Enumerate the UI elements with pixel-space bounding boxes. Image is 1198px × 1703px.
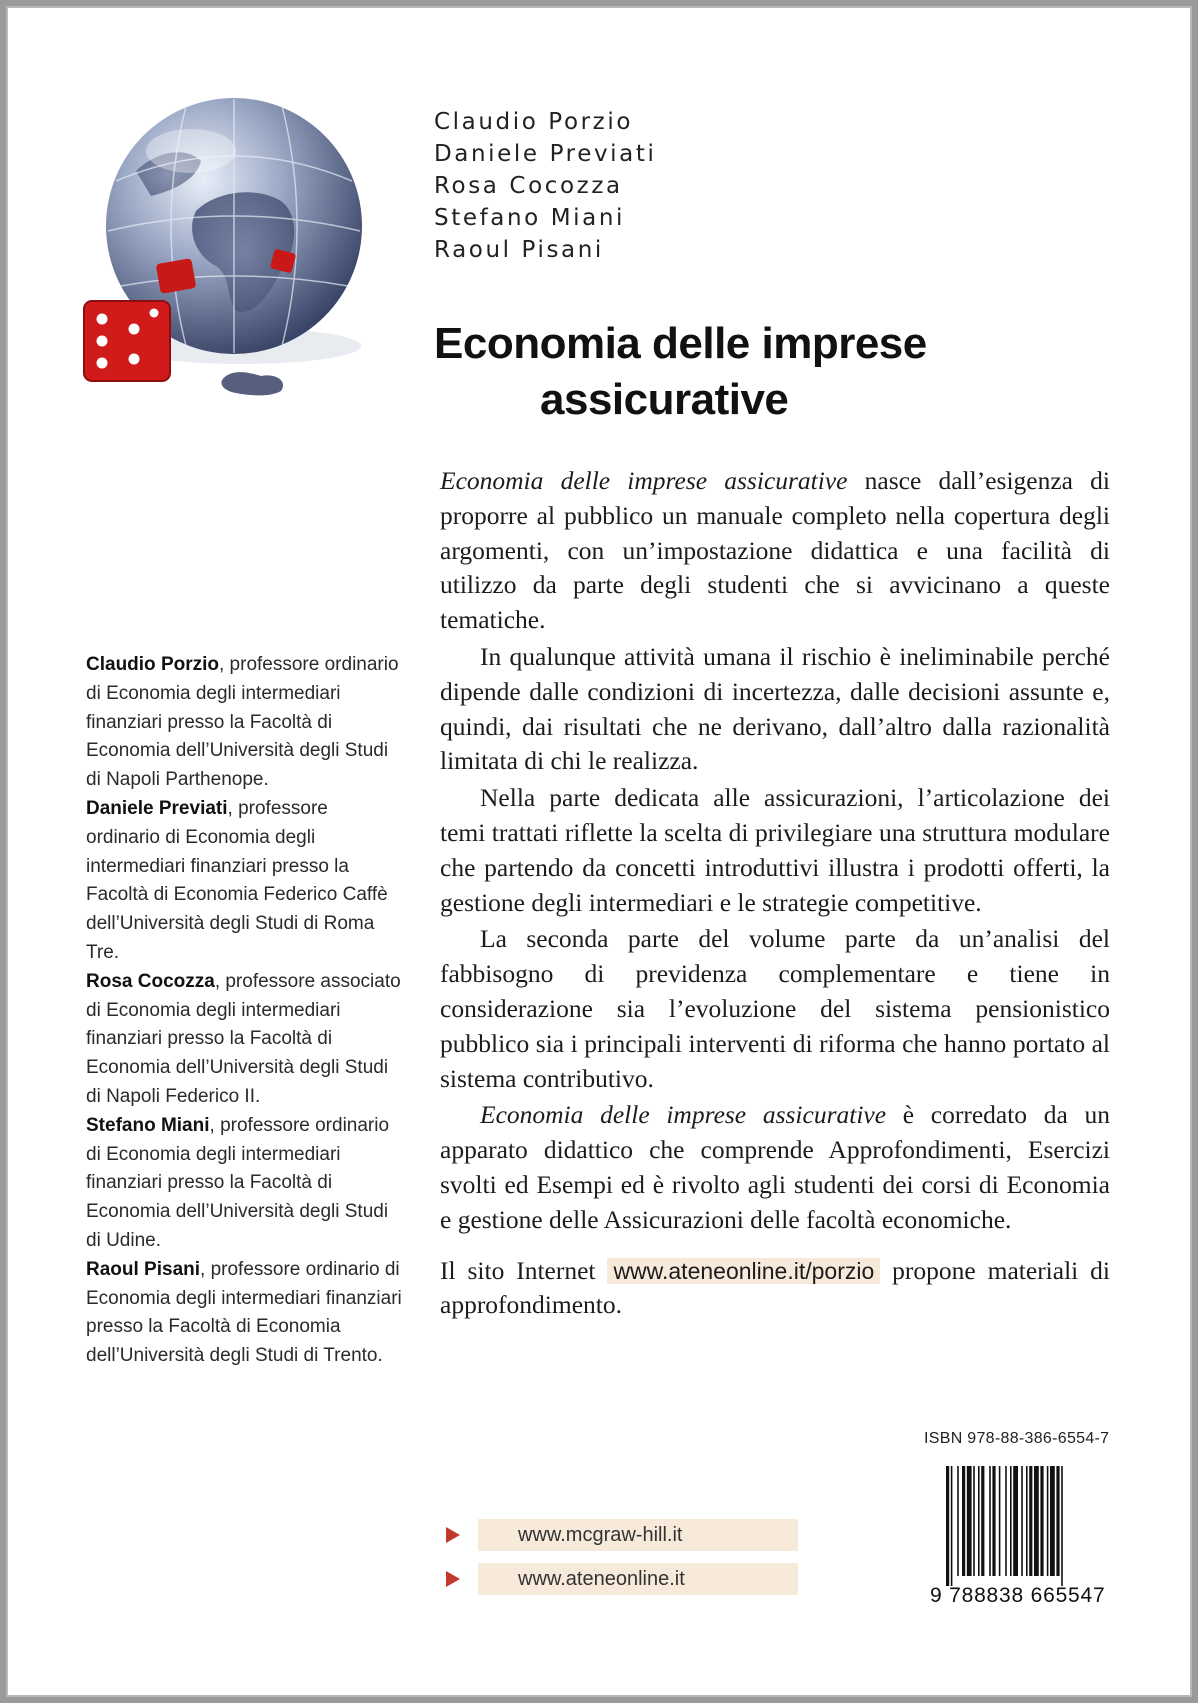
publisher-link-row: [446, 1562, 798, 1596]
back-cover: [6, 6, 1192, 1697]
barcode-bar: [999, 1466, 1001, 1576]
bio-text: , professore ordinario di Economia degli intermediari finanziari presso la Facoltà di Economia dell’Università degli Studi di Napoli Parthenope.: [86, 654, 399, 791]
mcgraw-hill-link[interactable]: www.mcgraw-hill.it: [478, 1519, 798, 1551]
publisher-link-row: [446, 1518, 798, 1552]
book-title-italic: Economia delle imprese assicurative: [480, 1100, 887, 1130]
description-paragraph: Nella parte dedicata alle assicurazioni, l’articolazione dei temi trattati riflette la scelta di privilegiare una struttura modulare che partendo da concetti introduttivi illustra i prodotti offerti, la gestione degli intermediari e le strategie competitive.: [440, 783, 1110, 917]
barcode-bar: [1047, 1466, 1049, 1576]
author-name: Daniele Previati: [434, 141, 657, 167]
barcode-bar: [1040, 1466, 1043, 1576]
author-name: Stefano Miani: [434, 205, 626, 231]
author-name: Claudio Porzio: [434, 109, 634, 135]
barcode-bar: [1010, 1466, 1012, 1576]
arrow-right-icon: [446, 1571, 460, 1587]
barcode-bar: [989, 1466, 991, 1576]
barcode-bar: [1026, 1466, 1028, 1576]
barcode-bar: [1013, 1466, 1018, 1576]
bio-name: Stefano Miani: [86, 1114, 210, 1136]
book-title: [434, 316, 1054, 428]
barcode-bar: [978, 1466, 980, 1576]
description: [440, 464, 1110, 1325]
author-bio: [86, 795, 406, 968]
barcode-bar: [1021, 1466, 1023, 1576]
barcode-bar: [973, 1466, 975, 1576]
description-paragraph: [440, 464, 1110, 638]
bio-text: , professore ordinario di Economia degli intermediari finanziari presso la Facoltà di Economia dell’Università degli Studi di Udine.: [86, 1114, 390, 1251]
arrow-right-icon: [446, 1527, 460, 1543]
globe-dice-illustration: [76, 91, 396, 441]
barcode-bar: [992, 1466, 995, 1576]
description-paragraph: In qualunque attività umana il rischio è ineliminabile perché dipende dalle condizioni di incertezza, dalle decisioni assunte e, quindi, dai risultati che ne derivano, dall’altro dalla razionalità limitata di chi le realizza.: [440, 641, 1110, 776]
barcode-bar: [1029, 1466, 1032, 1576]
website-paragraph: [440, 1254, 1110, 1324]
author-bio: [86, 1112, 406, 1256]
publisher-links: [446, 1518, 798, 1606]
author-bio: [86, 968, 406, 1112]
red-dice: [84, 301, 170, 381]
barcode-bar: [981, 1466, 984, 1576]
bio-name: Rosa Cocozza: [86, 970, 215, 992]
book-title-line-2: assicurative: [540, 375, 789, 424]
barcode-bar: [1050, 1466, 1055, 1576]
bio-name: Raoul Pisani: [86, 1258, 201, 1280]
barcode-bar: [951, 1466, 953, 1586]
author-list: [434, 106, 656, 266]
barcode-bar: [1034, 1466, 1039, 1576]
bio-text: , professore ordinario di Economia degli intermediari finanziari presso la Facoltà di Economia Federico Caffè dell’Università degli Studi di Roma Tre.: [86, 797, 388, 963]
description-paragraph: La seconda parte del volume parte da un’analisi del fabbisogno di previdenza complementare e tiene in considerazione sia l’evoluzione del sistema pensionistico pubblico sia i principali interventi di riforma che hanno portato al sistema contributivo.: [440, 924, 1110, 1093]
author-bio: [86, 651, 406, 795]
barcode-bar: [1005, 1466, 1007, 1576]
book-title-line-1: Economia delle imprese: [434, 319, 927, 368]
barcode-digits: 9 788838 665547: [930, 1584, 1106, 1607]
ateneonline-link[interactable]: www.ateneonline.it: [478, 1563, 798, 1595]
paragraph-text: Il sito Internet: [440, 1255, 608, 1285]
bio-text: , professore ordinario di Economia degli intermediari finanziari presso la Facoltà di Economia dell’Università degli Studi di Trento.: [86, 1258, 402, 1367]
barcode-bar: [1056, 1466, 1059, 1576]
paragraph-text: nasce dall’esigenza di proporre al pubblico un manuale completo nella copertura degli argomenti, con un’impostazione didattica e una facilità di utilizzo da parte degli studenti che si avvicinano a queste tematiche.: [440, 466, 1110, 635]
barcode-bar: [967, 1466, 972, 1576]
bio-text: , professore associato di Economia degli intermediari finanziari presso la Facoltà di Economia dell’Università degli Studi di Napoli Federico II.: [86, 970, 401, 1107]
book-title-italic: Economia delle imprese assicurative: [440, 466, 848, 495]
barcode-bar: [946, 1466, 949, 1586]
bio-name: Daniele Previati: [86, 797, 228, 819]
description-paragraph: [440, 1098, 1110, 1237]
bio-name: Claudio Porzio: [86, 654, 219, 675]
paragraph-text: propone materiali di approfondimento.: [440, 1255, 1110, 1320]
author-name: Rosa Cocozza: [434, 173, 623, 199]
author-bio: [86, 1256, 406, 1371]
book-website-link[interactable]: www.ateneonline.it/porzio: [607, 1258, 880, 1284]
barcode: [944, 1466, 1114, 1586]
author-name: Raoul Pisani: [434, 237, 604, 263]
paragraph-text: è corredato da un apparato didattico che comprende Approfondimenti, Esercizi svolti ed Esempi ed è rivolto agli studenti dei corsi di Economia e gestione delle Assicurazioni delle facoltà economiche.: [440, 1100, 1110, 1234]
author-bios: [86, 651, 406, 1371]
isbn: ISBN 978-88-386-6554-7: [924, 1430, 1110, 1447]
barcode-bar: [962, 1466, 965, 1576]
barcode-bar: [957, 1466, 959, 1576]
barcode-bar: [1061, 1466, 1063, 1586]
